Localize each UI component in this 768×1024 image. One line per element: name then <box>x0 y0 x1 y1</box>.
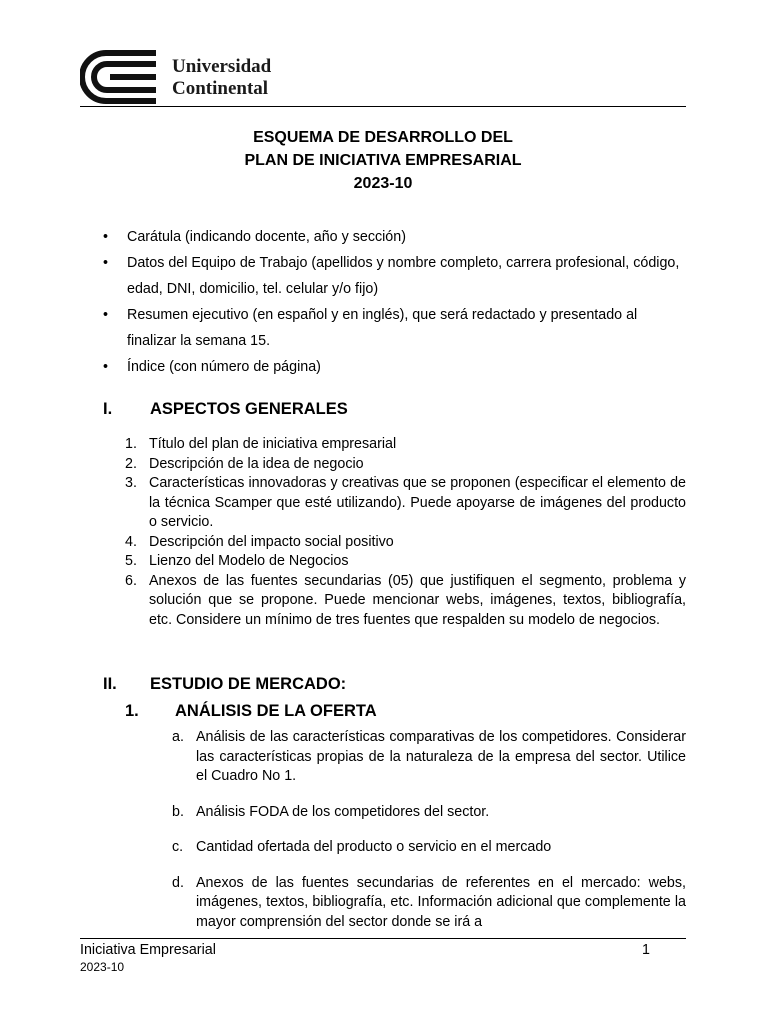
item-text: Anexos de las fuentes secundarias de referentes en el mercado: webs, imágenes, textos, bibliografía, etc. Información adicional que complemente la mayor comprensión del sector donde se irá a <box>196 874 686 930</box>
page-footer <box>80 938 686 974</box>
list-item <box>125 572 686 631</box>
list-item <box>125 552 686 572</box>
title-line-3: 2023-10 <box>353 175 413 192</box>
list-item <box>172 874 686 933</box>
list-item <box>125 435 686 455</box>
list-item <box>172 728 686 787</box>
item-number: 4. <box>125 533 137 550</box>
item-letter: c. <box>172 839 184 855</box>
footer-year: 2023-10 <box>80 960 125 974</box>
item-number: 5. <box>125 553 137 569</box>
item-letter: d. <box>172 874 184 891</box>
section-2-number: II. <box>103 675 117 693</box>
intro-bullet-list <box>103 224 688 380</box>
university-name <box>172 56 271 100</box>
university-logo-icon <box>80 50 160 104</box>
title-line-2: PLAN DE INICIATIVA EMPRESARIAL <box>244 152 522 169</box>
item-text: Descripción de la idea de negocio <box>149 455 364 472</box>
bullet-item: • Datos del Equipo de Trabajo (apellidos y nombre completo, carrera profesional, código, edad, DNI, domicilio, tel. celular y/o fijo) <box>103 250 688 302</box>
item-text: Análisis FODA de los competidores del sector. <box>196 803 490 820</box>
page-number: 1 <box>642 942 650 958</box>
item-text: Análisis de las características comparativas de los competidores. Considerar las características propias de la naturaleza de la empresa del sector. Utilice el Cuadro No 1. <box>196 729 686 784</box>
item-number: 3. <box>125 475 137 491</box>
title-line-1: ESQUEMA DE DESARROLLO DEL <box>253 129 513 146</box>
list-item <box>172 803 686 823</box>
footer-course-name: Iniciativa Empresarial <box>80 942 216 958</box>
subsection-1-title: ANÁLISIS DE LA OFERTA <box>175 702 377 720</box>
bullet-item: • Resumen ejecutivo (en español y en inglés), que será redactado y presentado al finalizar la semana 15. <box>103 302 688 354</box>
section-1-list <box>125 435 686 630</box>
item-text: Anexos de las fuentes secundarias (05) que justifiquen el segmento, problema y solución que se propone. Puede mencionar webs, imágenes, textos, bibliografía, etc. Considere un mínimo de tres fuentes que respalden su modelo de negocios. <box>149 572 686 628</box>
bullet-item: • Carátula (indicando docente, año y sección) <box>103 224 688 250</box>
subsection-1-number: 1. <box>125 702 139 720</box>
list-item <box>125 455 686 475</box>
brand-line-1: Universidad <box>172 56 272 77</box>
bullet-item: • Índice (con número de página) <box>103 354 688 380</box>
list-item <box>125 474 686 533</box>
item-letter: a. <box>172 729 184 745</box>
page-header <box>80 50 686 107</box>
item-letter: b. <box>172 803 184 820</box>
section-1-title: ASPECTOS GENERALES <box>150 400 348 418</box>
section-2-title: ESTUDIO DE MERCADO: <box>150 675 347 693</box>
item-text: Características innovadoras y creativas que se proponen (especificar el elemento de la técnica Scamper que esté utilizando). Puede apoyarse de imágenes del producto o servicio. <box>149 475 686 530</box>
item-text: Cantidad ofertada del producto o servicio en el mercado <box>196 839 552 855</box>
section-1-number: I. <box>103 400 113 418</box>
item-text: Título del plan de iniciativa empresarial <box>149 436 397 452</box>
item-text: Lienzo del Modelo de Negocios <box>149 553 349 569</box>
document-title <box>80 126 686 195</box>
list-item <box>172 838 686 858</box>
item-text: Descripción del impacto social positivo <box>149 533 394 550</box>
subsection-1-list <box>172 728 686 932</box>
item-number: 6. <box>125 572 137 589</box>
item-number: 2. <box>125 455 137 472</box>
item-number: 1. <box>125 436 137 452</box>
brand-line-2: Continental <box>172 78 269 99</box>
list-item <box>125 533 686 553</box>
